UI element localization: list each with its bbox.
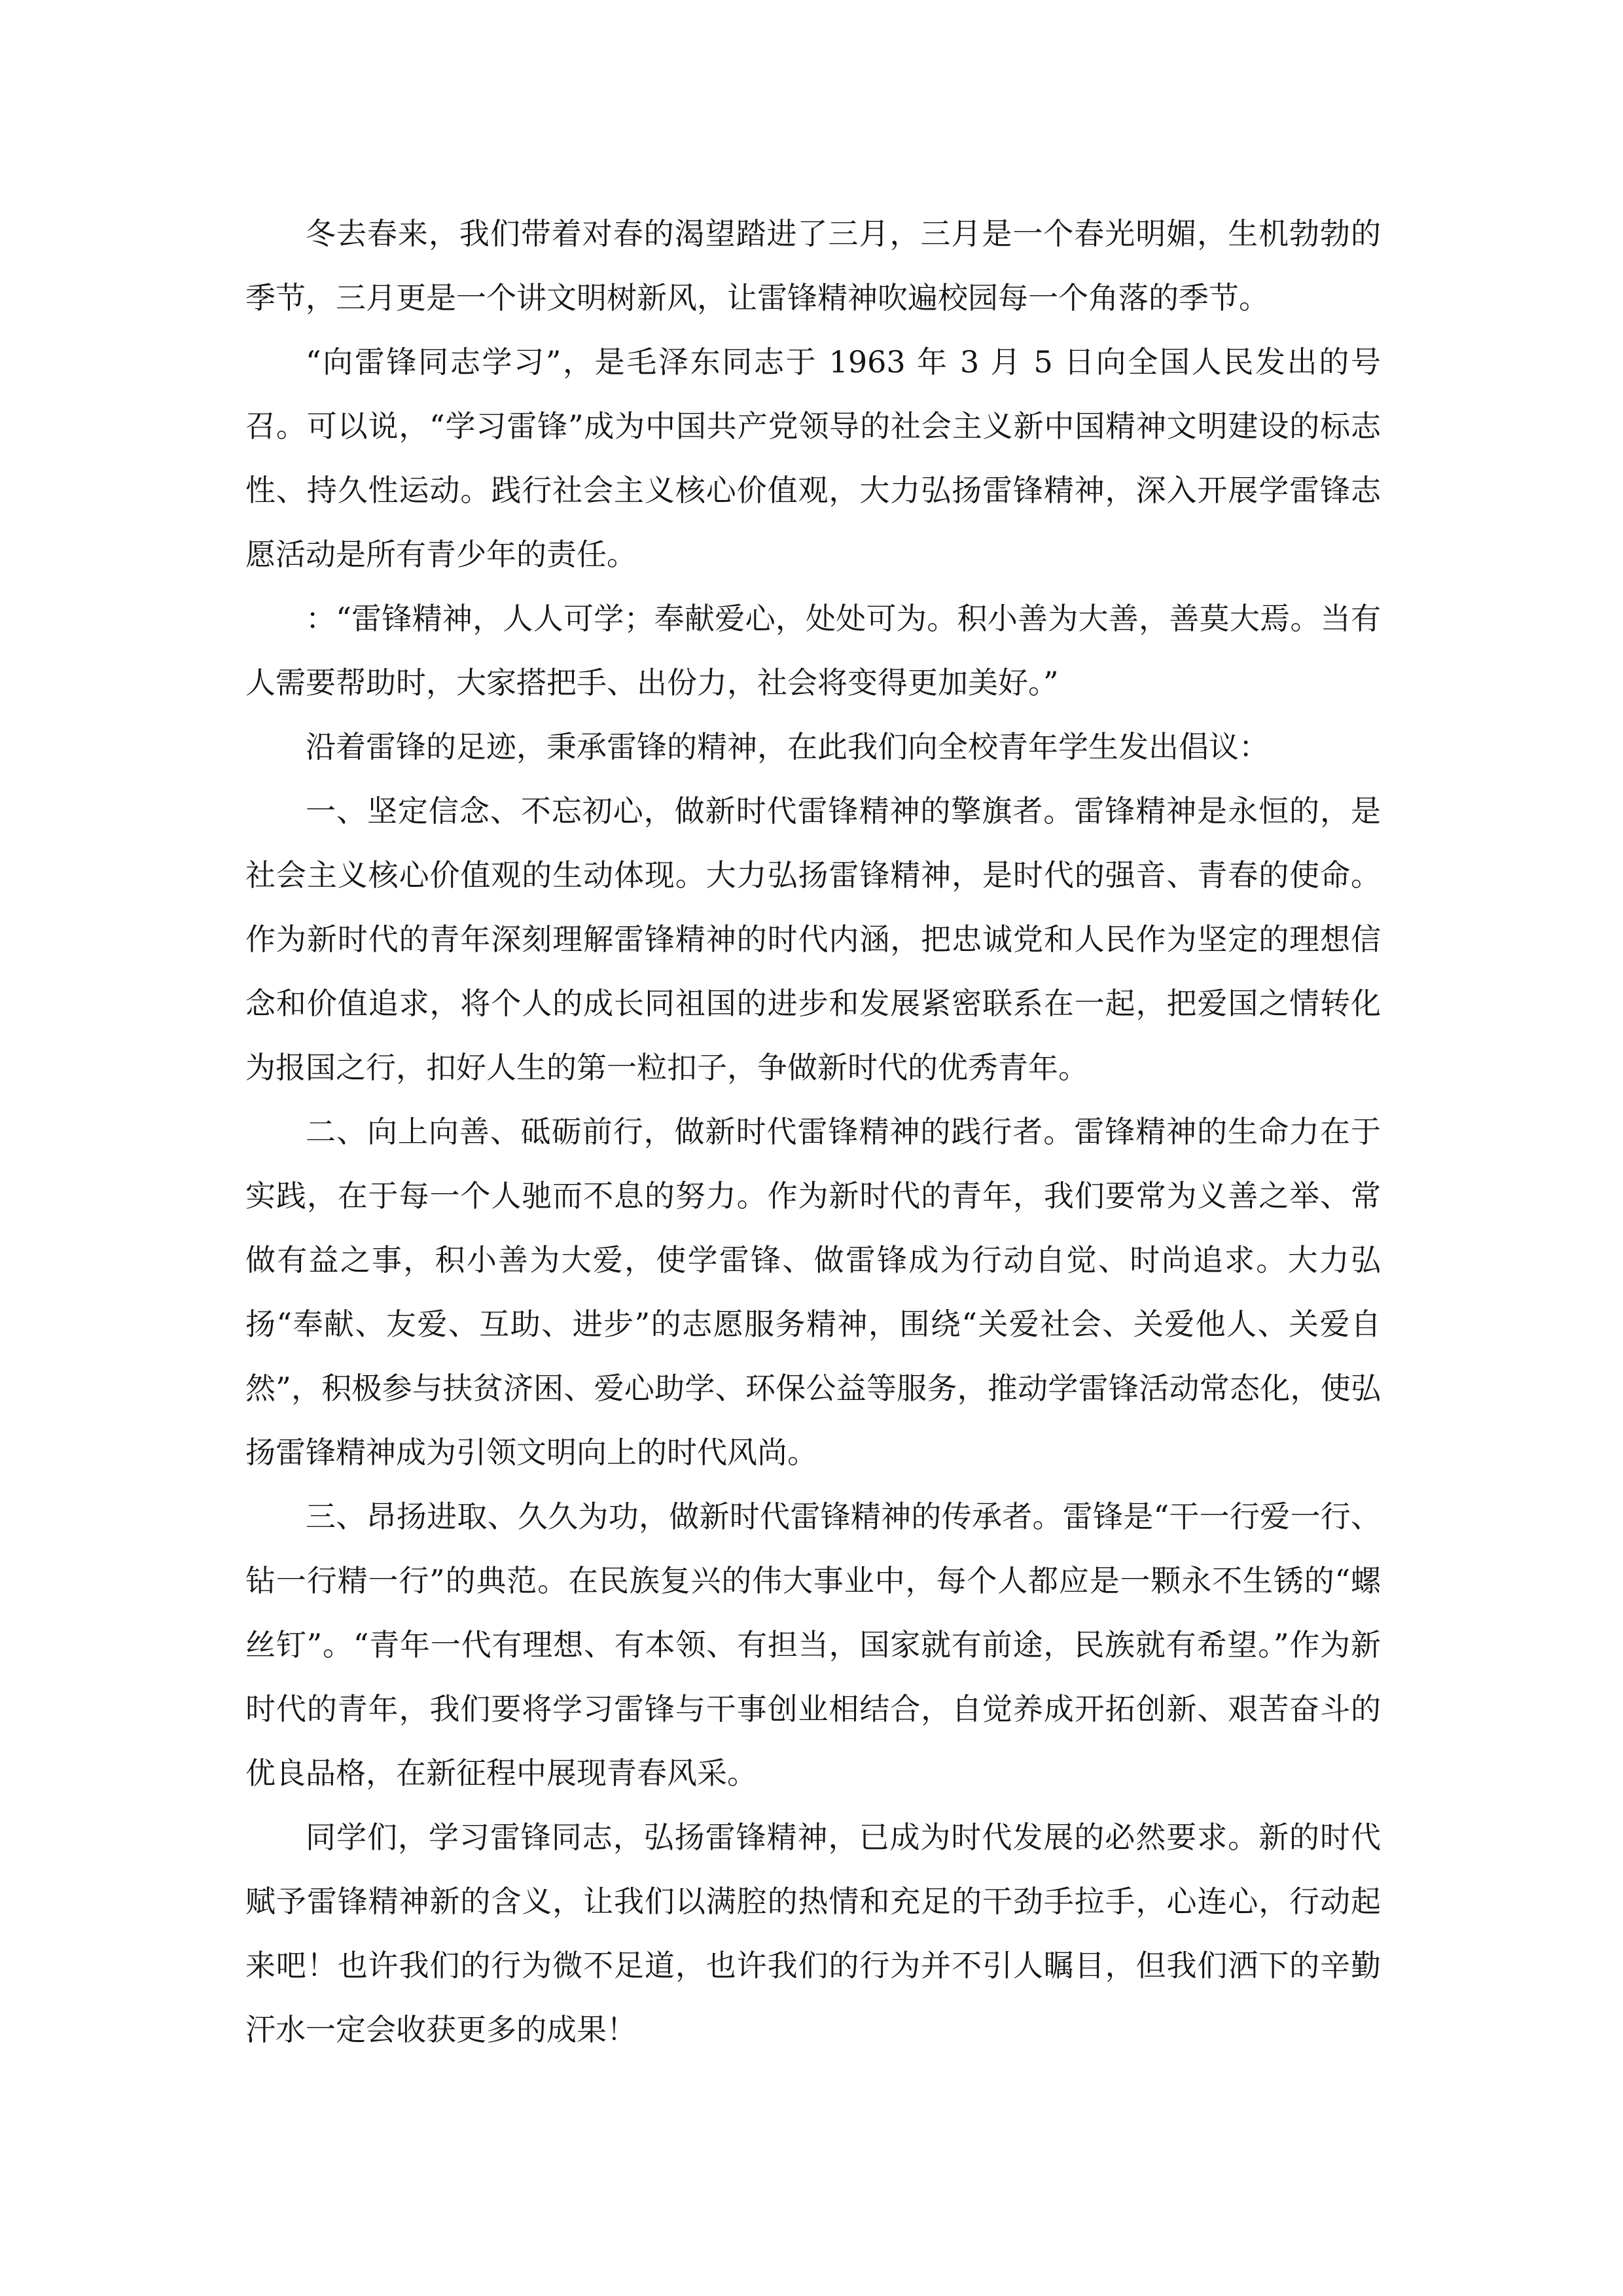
paragraph-closing: 同学们，学习雷锋同志，弘扬雷锋精神，已成为时代发展的必然要求。新的时代赋予雷锋精神新的含义，让我们以满腔的热情和充足的干劲手拉手，心连心，行动起来吧！也许我们的行为微不足道，也许我们的行为并不引人瞩目，但我们洒下的辛勤汗水一定会收获更多的成果！: [245, 1820, 1381, 2047]
document-body: [245, 202, 1381, 2062]
paragraph-point-three: 三、昂扬进取、久久为功，做新时代雷锋精神的传承者。雷锋是“干一行爱一行、钻一行精一行”的典范。在民族复兴的伟大事业中，每个人都应是一颗永不生锈的“螺丝钉”。“青年一代有理想、有本领、有担当，国家就有前途，民族就有希望。”作为新时代的青年，我们要将学习雷锋与干事创业相结合，自觉养成开拓创新、艰苦奋斗的优良品格，在新征程中展现青春风采。: [245, 1499, 1381, 1791]
paragraph-point-two: 二、向上向善、砥砺前行，做新时代雷锋精神的践行者。雷锋精神的生命力在于实践，在于每一个人驰而不息的努力。作为新时代的青年，我们要常为义善之举、常做有益之事，积小善为大爱，使学雷锋、做雷锋成为行动自觉、时尚追求。大力弘扬“奉献、友爱、互助、进步”的志愿服务精神，围绕“关爱社会、关爱他人、关爱自然”，积极参与扶贫济困、爱心助学、环保公益等服务，推动学雷锋活动常态化，使弘扬雷锋精神成为引领文明向上的时代风尚。: [245, 1114, 1381, 1470]
paragraph-proposal-intro: 沿着雷锋的足迹，秉承雷锋的精神，在此我们向全校青年学生发出倡议：: [306, 729, 1269, 764]
paragraph-intro: 冬去春来，我们带着对春的渴望踏进了三月，三月是一个春光明媚，生机勃勃的季节，三月更是一个讲文明树新风，让雷锋精神吹遍校园每一个角落的季节。: [245, 216, 1381, 315]
paragraph-point-one: 一、坚定信念、不忘初心，做新时代雷锋精神的擎旗者。雷锋精神是永恒的，是社会主义核心价值观的生动体现。大力弘扬雷锋精神，是时代的强音、青春的使命。作为新时代的青年深刻理解雷锋精神的时代内涵，把忠诚党和人民作为坚定的理想信念和价值追求，将个人的成长同祖国的进步和发展紧密联系在一起，把爱国之情转化为报国之行，扣好人生的第一粒扣子，争做新时代的优秀青年。: [245, 793, 1381, 1085]
paragraph-history: “向雷锋同志学习”，是毛泽东同志于 1963 年 3 月 5 日向全国人民发出的号召。可以说，“学习雷锋”成为中国共产党领导的社会主义新中国精神文明建设的标志性、持久性运动。践行社会主义核心价值观，大力弘扬雷锋精神，深入开展学雷锋志愿活动是所有青少年的责任。: [245, 344, 1381, 572]
paragraph-quote: ：“雷锋精神，人人可学；奉献爱心，处处可为。积小善为大善，善莫大焉。当有人需要帮助时，大家搭把手、出份力，社会将变得更加美好。”: [245, 601, 1381, 700]
